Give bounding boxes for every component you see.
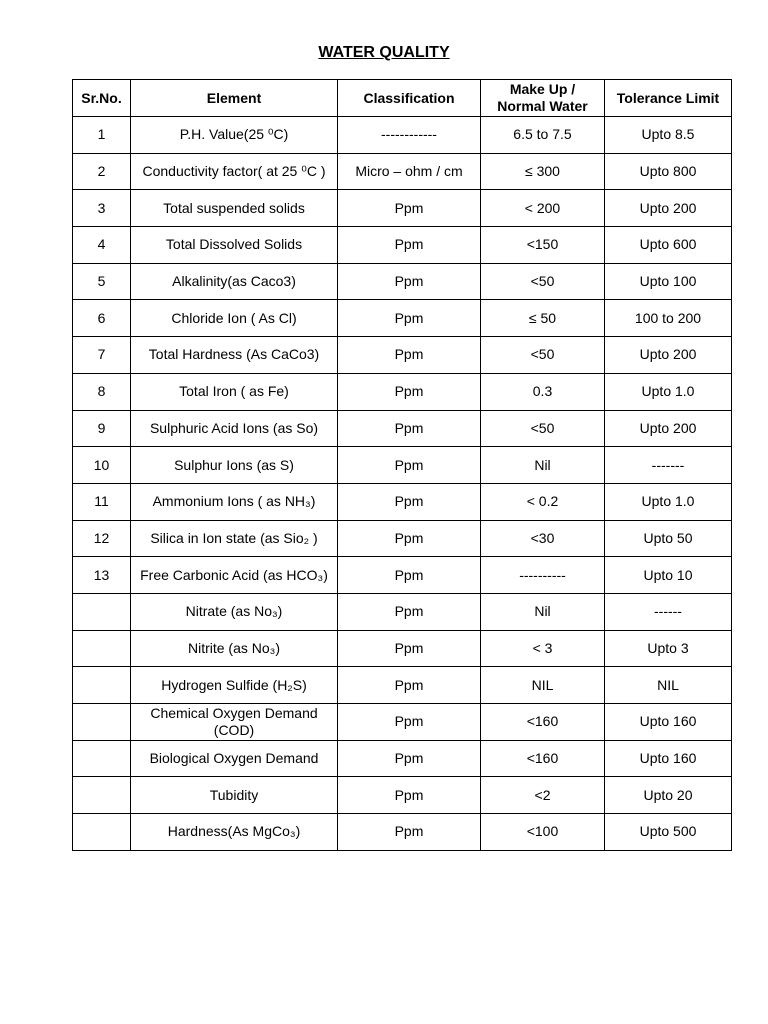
- table-row: [73, 520, 732, 557]
- cell-element: Alkalinity(as Caco3): [131, 263, 338, 300]
- cell-element: Total suspended solids: [131, 190, 338, 227]
- header-classification: Classification: [338, 80, 481, 117]
- table-row: [73, 190, 732, 227]
- cell-normal-water: 0.3: [481, 373, 605, 410]
- cell-element: Total Hardness (As CaCo3): [131, 337, 338, 374]
- water-quality-table: [72, 79, 732, 851]
- cell-normal-water: < 0.2: [481, 483, 605, 520]
- cell-normal-water: ≤ 50: [481, 300, 605, 337]
- table-row: [73, 337, 732, 374]
- cell-classification: Ppm: [338, 814, 481, 851]
- cell-classification: Ppm: [338, 667, 481, 704]
- table-row: [73, 483, 732, 520]
- cell-tolerance-limit: Upto 8.5: [605, 117, 732, 154]
- table-row: [73, 667, 732, 704]
- table-row: [73, 777, 732, 814]
- cell-sr-no: 5: [73, 263, 131, 300]
- cell-sr-no: 2: [73, 153, 131, 190]
- table-row: [73, 410, 732, 447]
- header-element: Element: [131, 80, 338, 117]
- cell-element: Tubidity: [131, 777, 338, 814]
- table-header-row: [73, 80, 732, 117]
- cell-normal-water: <150: [481, 227, 605, 264]
- cell-tolerance-limit: ------: [605, 593, 732, 630]
- cell-normal-water: Nil: [481, 593, 605, 630]
- table-row: [73, 117, 732, 154]
- table-row: [73, 227, 732, 264]
- cell-normal-water: <100: [481, 814, 605, 851]
- cell-tolerance-limit: Upto 10: [605, 557, 732, 594]
- cell-classification: Ppm: [338, 704, 481, 741]
- cell-sr-no: [73, 704, 131, 741]
- cell-tolerance-limit: Upto 500: [605, 814, 732, 851]
- table-row: [73, 704, 732, 741]
- cell-tolerance-limit: Upto 160: [605, 704, 732, 741]
- cell-sr-no: 11: [73, 483, 131, 520]
- cell-sr-no: 3: [73, 190, 131, 227]
- table-row: [73, 740, 732, 777]
- cell-normal-water: <50: [481, 337, 605, 374]
- cell-sr-no: 13: [73, 557, 131, 594]
- cell-normal-water: <30: [481, 520, 605, 557]
- cell-tolerance-limit: Upto 3: [605, 630, 732, 667]
- cell-element: Hydrogen Sulfide (H₂S): [131, 667, 338, 704]
- cell-tolerance-limit: Upto 1.0: [605, 373, 732, 410]
- cell-normal-water: 6.5 to 7.5: [481, 117, 605, 154]
- cell-sr-no: 8: [73, 373, 131, 410]
- table-row: [73, 263, 732, 300]
- header-sr-no: Sr.No.: [73, 80, 131, 117]
- cell-element: Hardness(As MgCo₃): [131, 814, 338, 851]
- cell-element: Chloride Ion ( As Cl): [131, 300, 338, 337]
- cell-tolerance-limit: -------: [605, 447, 732, 484]
- cell-sr-no: [73, 667, 131, 704]
- cell-classification: ------------: [338, 117, 481, 154]
- cell-tolerance-limit: 100 to 200: [605, 300, 732, 337]
- cell-normal-water: < 3: [481, 630, 605, 667]
- table-row: [73, 447, 732, 484]
- cell-classification: Ppm: [338, 483, 481, 520]
- cell-sr-no: 9: [73, 410, 131, 447]
- cell-classification: Ppm: [338, 263, 481, 300]
- cell-element: Silica in Ion state (as Sio₂ ): [131, 520, 338, 557]
- cell-sr-no: 6: [73, 300, 131, 337]
- cell-tolerance-limit: Upto 800: [605, 153, 732, 190]
- cell-element: Sulphur Ions (as S): [131, 447, 338, 484]
- cell-normal-water: ----------: [481, 557, 605, 594]
- cell-classification: Ppm: [338, 777, 481, 814]
- cell-classification: Ppm: [338, 447, 481, 484]
- cell-tolerance-limit: Upto 20: [605, 777, 732, 814]
- table-row: [73, 593, 732, 630]
- cell-element: Nitrite (as No₃): [131, 630, 338, 667]
- cell-tolerance-limit: Upto 200: [605, 190, 732, 227]
- cell-element: Nitrate (as No₃): [131, 593, 338, 630]
- cell-normal-water: <50: [481, 263, 605, 300]
- cell-normal-water: <50: [481, 410, 605, 447]
- cell-classification: Micro – ohm / cm: [338, 153, 481, 190]
- page-title: WATER QUALITY: [318, 44, 450, 61]
- cell-tolerance-limit: Upto 50: [605, 520, 732, 557]
- cell-element: Chemical Oxygen Demand (COD): [131, 704, 338, 741]
- cell-sr-no: [73, 814, 131, 851]
- cell-tolerance-limit: NIL: [605, 667, 732, 704]
- cell-classification: Ppm: [338, 190, 481, 227]
- cell-sr-no: [73, 740, 131, 777]
- table-row: [73, 373, 732, 410]
- cell-normal-water: < 200: [481, 190, 605, 227]
- cell-normal-water: Nil: [481, 447, 605, 484]
- cell-element: Biological Oxygen Demand: [131, 740, 338, 777]
- cell-normal-water: ≤ 300: [481, 153, 605, 190]
- cell-sr-no: [73, 593, 131, 630]
- cell-tolerance-limit: Upto 1.0: [605, 483, 732, 520]
- cell-sr-no: [73, 777, 131, 814]
- cell-normal-water: <2: [481, 777, 605, 814]
- cell-classification: Ppm: [338, 520, 481, 557]
- cell-sr-no: 1: [73, 117, 131, 154]
- header-tolerance-limit: Tolerance Limit: [605, 80, 732, 117]
- cell-classification: Ppm: [338, 410, 481, 447]
- cell-normal-water: <160: [481, 704, 605, 741]
- cell-normal-water: NIL: [481, 667, 605, 704]
- table-row: [73, 814, 732, 851]
- table-row: [73, 557, 732, 594]
- cell-element: Conductivity factor( at 25 ⁰C ): [131, 153, 338, 190]
- cell-tolerance-limit: Upto 160: [605, 740, 732, 777]
- cell-tolerance-limit: Upto 200: [605, 410, 732, 447]
- cell-element: Total Iron ( as Fe): [131, 373, 338, 410]
- cell-sr-no: 7: [73, 337, 131, 374]
- cell-classification: Ppm: [338, 227, 481, 264]
- cell-normal-water: <160: [481, 740, 605, 777]
- cell-element: Ammonium Ions ( as NH₃): [131, 483, 338, 520]
- cell-sr-no: 12: [73, 520, 131, 557]
- table-row: [73, 300, 732, 337]
- cell-tolerance-limit: Upto 200: [605, 337, 732, 374]
- table-row: [73, 630, 732, 667]
- cell-classification: Ppm: [338, 300, 481, 337]
- header-normal-water: Make Up / Normal Water: [481, 80, 605, 117]
- cell-classification: Ppm: [338, 593, 481, 630]
- cell-classification: Ppm: [338, 557, 481, 594]
- cell-element: P.H. Value(25 ⁰C): [131, 117, 338, 154]
- cell-element: Free Carbonic Acid (as HCO₃): [131, 557, 338, 594]
- cell-element: Sulphuric Acid Ions (as So): [131, 410, 338, 447]
- table-row: [73, 153, 732, 190]
- cell-classification: Ppm: [338, 373, 481, 410]
- cell-tolerance-limit: Upto 100: [605, 263, 732, 300]
- cell-classification: Ppm: [338, 740, 481, 777]
- cell-element: Total Dissolved Solids: [131, 227, 338, 264]
- cell-sr-no: 10: [73, 447, 131, 484]
- cell-sr-no: [73, 630, 131, 667]
- cell-classification: Ppm: [338, 337, 481, 374]
- cell-classification: Ppm: [338, 630, 481, 667]
- cell-sr-no: 4: [73, 227, 131, 264]
- cell-tolerance-limit: Upto 600: [605, 227, 732, 264]
